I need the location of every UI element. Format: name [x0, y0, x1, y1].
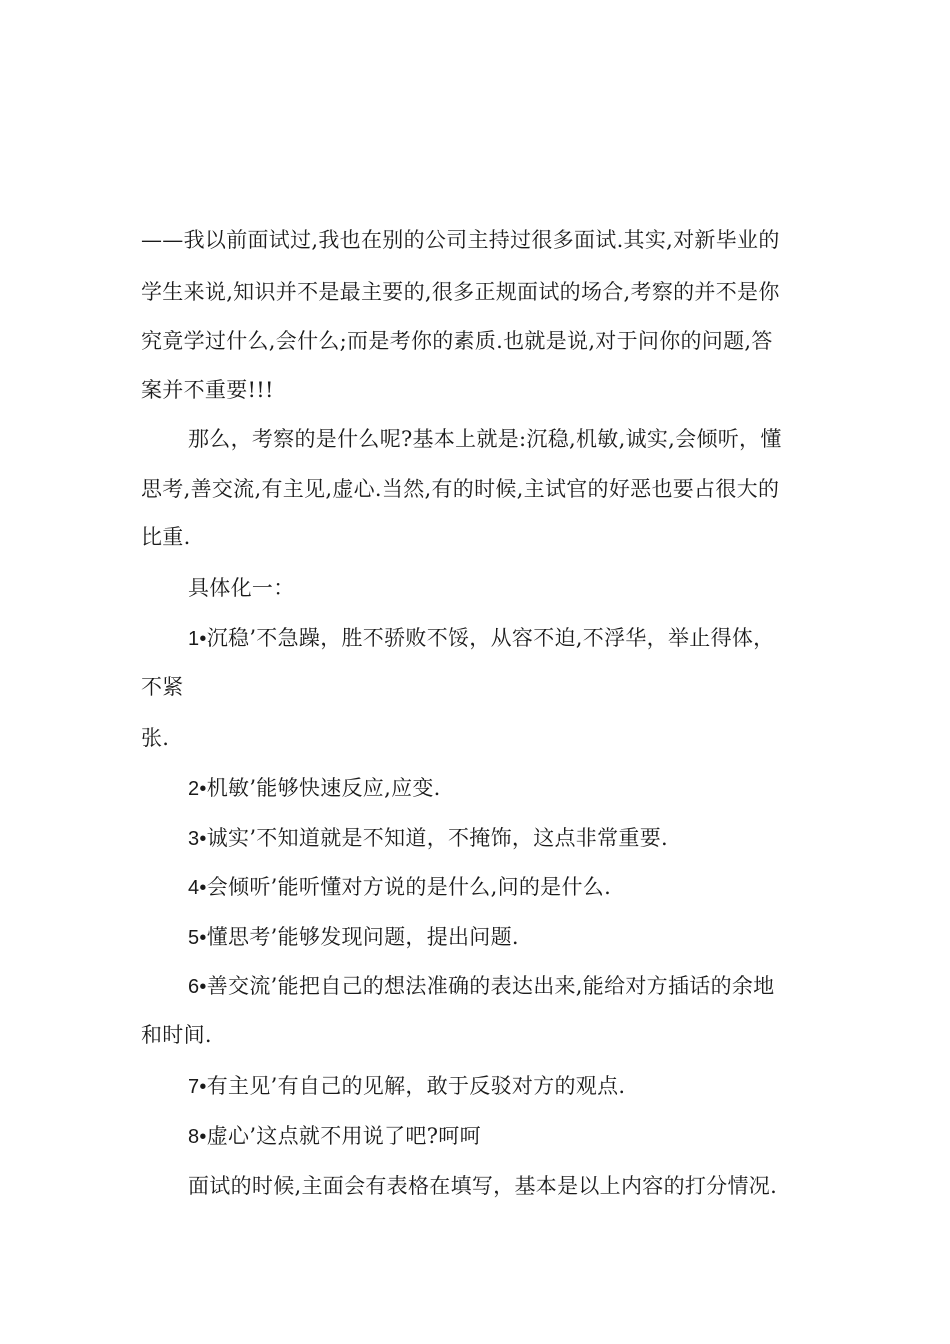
- list-item: [188, 972, 774, 1001]
- paragraph-2-line-3: 比重.: [141, 525, 191, 549]
- item-number: 4•: [188, 877, 207, 899]
- list-item: [188, 923, 519, 952]
- item-number: 3•: [188, 828, 207, 850]
- closing-paragraph: 面试的时候,主面会有表格在填写，基本是以上内容的打分情况.: [188, 1174, 778, 1198]
- paragraph-2-line-2: 思考,善交流,有主见,虚心.当然,有的时候,主试官的好恶也要占很大的: [141, 477, 780, 501]
- list-item: [188, 774, 441, 803]
- item-number: 8•: [188, 1126, 207, 1148]
- list-item: [188, 873, 611, 902]
- paragraph-2-line-1: 那么，考察的是什么呢?基本上就是:沉稳,机敏,诚实,会倾听，懂: [188, 427, 782, 451]
- item-text: 会倾听’能听懂对方说的是什么,问的是什么.: [206, 875, 612, 899]
- list-item: [188, 624, 774, 653]
- item-number: 1•: [188, 628, 207, 650]
- paragraph-1-line-2: 学生来说,知识并不是最主要的,很多正规面试的场合,考察的并不是你: [141, 280, 780, 304]
- list-item-continuation: 和时间.: [141, 1023, 212, 1047]
- paragraph-1-line-1: ——我以前面试过,我也在别的公司主持过很多面试.其实,对新毕业的: [141, 228, 780, 252]
- item-number: 7•: [188, 1076, 207, 1098]
- item-text: 沉稳’不急躁，胜不骄败不馁，从容不迫,不浮华，举止得体，: [206, 626, 775, 650]
- list-item-continuation: 不紧: [141, 675, 184, 699]
- section-heading: 具体化一：: [188, 576, 295, 600]
- item-text: 诚实’不知道就是不知道，不掩饰，这点非常重要.: [206, 826, 668, 850]
- item-text: 有主见’有自己的见解，敢于反驳对方的观点.: [206, 1074, 626, 1098]
- list-item: [188, 1122, 481, 1151]
- item-text: 机敏’能够快速反应,应变.: [206, 776, 441, 800]
- item-number: 5•: [188, 927, 207, 949]
- item-text: 虚心’这点就不用说了吧?呵呵: [206, 1124, 481, 1148]
- paragraph-1-line-3: 究竟学过什么,会什么;而是考你的素质.也就是说,对于问你的问题,答: [141, 329, 773, 353]
- item-number: 2•: [188, 778, 207, 800]
- item-text: 懂思考’能够发现问题，提出问题.: [206, 925, 519, 949]
- list-item: [188, 1072, 625, 1101]
- list-item: [188, 824, 668, 853]
- item-number: 6•: [188, 976, 207, 998]
- paragraph-1-line-4: 案并不重要!!!: [141, 378, 274, 402]
- list-item-continuation: 张.: [141, 726, 170, 750]
- item-text: 善交流’能把自己的想法准确的表达出来,能给对方插话的余地: [206, 974, 775, 998]
